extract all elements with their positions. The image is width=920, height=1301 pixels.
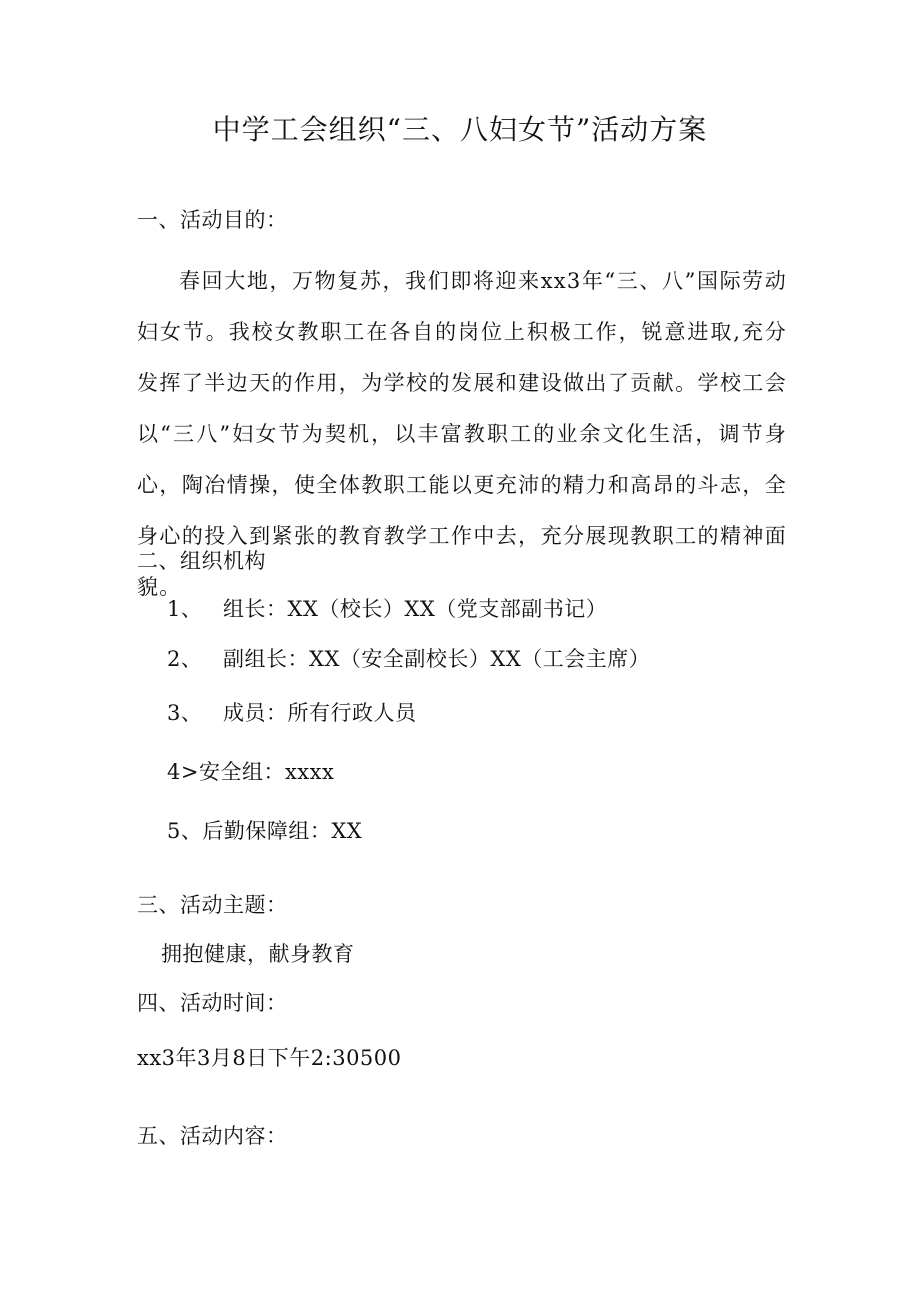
org-item-1 <box>167 595 607 623</box>
section-heading-time: 四、活动时间： <box>137 991 288 1015</box>
org-item-2 <box>167 645 650 673</box>
section-heading-theme: 三、活动主题： <box>137 893 288 917</box>
org-item-2-number: 2、 <box>167 647 203 671</box>
org-item-3-text: 成员：所有行政人员 <box>223 701 417 725</box>
org-item-3-number: 3、 <box>167 701 203 725</box>
time-text: xx3年3月8日下午2:30500 <box>137 1046 402 1070</box>
org-item-2-text: 副组长：XX（安全副校长）XX（工会主席） <box>223 647 651 671</box>
org-item-1-text: 组长：XX（校长）XX（党支部副书记） <box>223 597 608 621</box>
purpose-paragraph: 春回大地，万物复苏，我们即将迎来xx3年“三、八”国际劳动妇女节。我校女教职工在各自的岗位上积极工作，锐意进取,充分发挥了半边天的作用，为学校的发展和建设做出了贡献。学校工会以“三八”妇女节为契机，以丰富教职工的业余文化生活，调节身心，陶冶情操，使全体教职工能以更充沛的精力和高昂的斗志，全身心的投入到紧张的教育教学工作中去，充分展现教职工的精神面貌。 <box>137 269 787 599</box>
org-item-5: 5、后勤保障组：XX <box>167 819 363 843</box>
section-heading-purpose: 一、活动目的： <box>137 208 288 232</box>
org-item-4: 4>安全组：xxxx <box>167 760 335 784</box>
section-heading-content: 五、活动内容： <box>137 1124 288 1148</box>
document-title: 中学工会组织“三、八妇女节”活动方案 <box>212 113 708 146</box>
section-heading-organization: 二、组织机构 <box>137 549 266 573</box>
theme-text: 拥抱健康，献身教育 <box>161 942 355 966</box>
org-item-3 <box>167 699 417 727</box>
org-item-1-number: 1、 <box>167 597 203 621</box>
